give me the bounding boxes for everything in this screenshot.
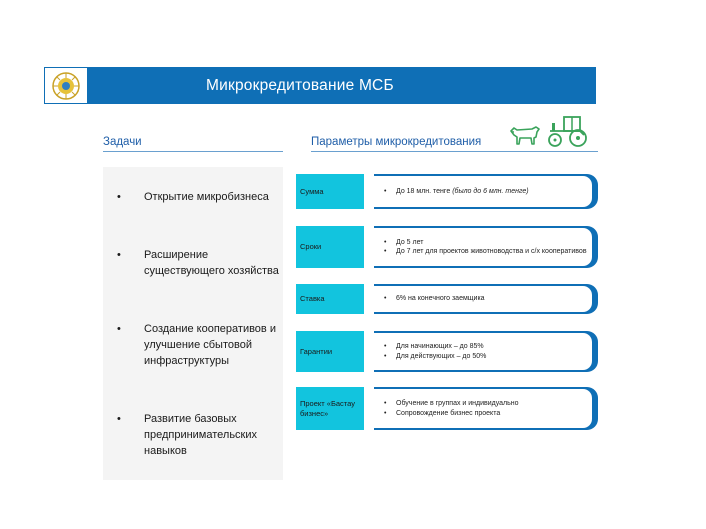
param-label-project: Проект «Бастау бизнес» — [296, 387, 364, 430]
task-text: Создание кооперативов и улучшение сбытовой инфраструктуры — [144, 323, 276, 367]
tasks-divider — [103, 151, 283, 152]
param-line: • До 5 лет — [382, 238, 588, 248]
page-title: Микрокредитование МСБ — [206, 77, 394, 94]
param-value-guarantee — [374, 331, 598, 372]
task-text: Расширение существующего хозяйства — [144, 249, 279, 277]
param-label-amount: Сумма — [296, 174, 364, 209]
task-text: Открытие микробизнеса — [144, 191, 269, 203]
param-value-project — [374, 387, 598, 430]
tasks-heading: Задачи — [103, 136, 142, 148]
params-divider — [311, 151, 598, 152]
param-value-term — [374, 226, 598, 268]
task-item — [117, 411, 283, 459]
param-label-rate: Ставка — [296, 284, 364, 314]
bullet-icon: • — [117, 323, 121, 335]
param-line: • Для начинающих – до 85% — [382, 342, 588, 352]
param-line: • Сопровождение бизнес проекта — [382, 409, 588, 419]
cattle-icon — [508, 122, 542, 146]
task-item — [117, 247, 283, 279]
param-line: До 18 млн. тенге — [396, 187, 451, 195]
bullet-icon: • — [117, 249, 121, 261]
state-emblem-icon — [49, 71, 83, 101]
tasks-panel — [103, 167, 283, 480]
bullet-icon: • — [117, 413, 121, 425]
param-line-note: (было до 6 млн. тенге) — [452, 187, 529, 195]
param-line: • До 7 лет для проектов животноводства и с/х кооперативов — [382, 247, 588, 257]
task-text: Развитие базовых предпринимательских навыков — [144, 413, 258, 457]
param-value-rate — [374, 284, 598, 314]
param-label-guarantee: Гарантии — [296, 331, 364, 372]
param-line: • Для действующих – до 50% — [382, 352, 588, 362]
params-heading: Параметры микрокредитования — [311, 136, 482, 148]
task-item — [117, 189, 283, 205]
logo — [44, 67, 88, 104]
param-line: • 6% на конечного заемщика — [382, 294, 588, 304]
header-bar — [44, 67, 596, 104]
tractor-icon — [544, 114, 590, 148]
bullet-icon: • — [117, 191, 121, 203]
param-line: • Обучение в группах и индивидуально — [382, 399, 588, 409]
task-item — [117, 321, 283, 369]
param-label-term: Сроки — [296, 226, 364, 268]
param-value-amount — [374, 174, 598, 209]
